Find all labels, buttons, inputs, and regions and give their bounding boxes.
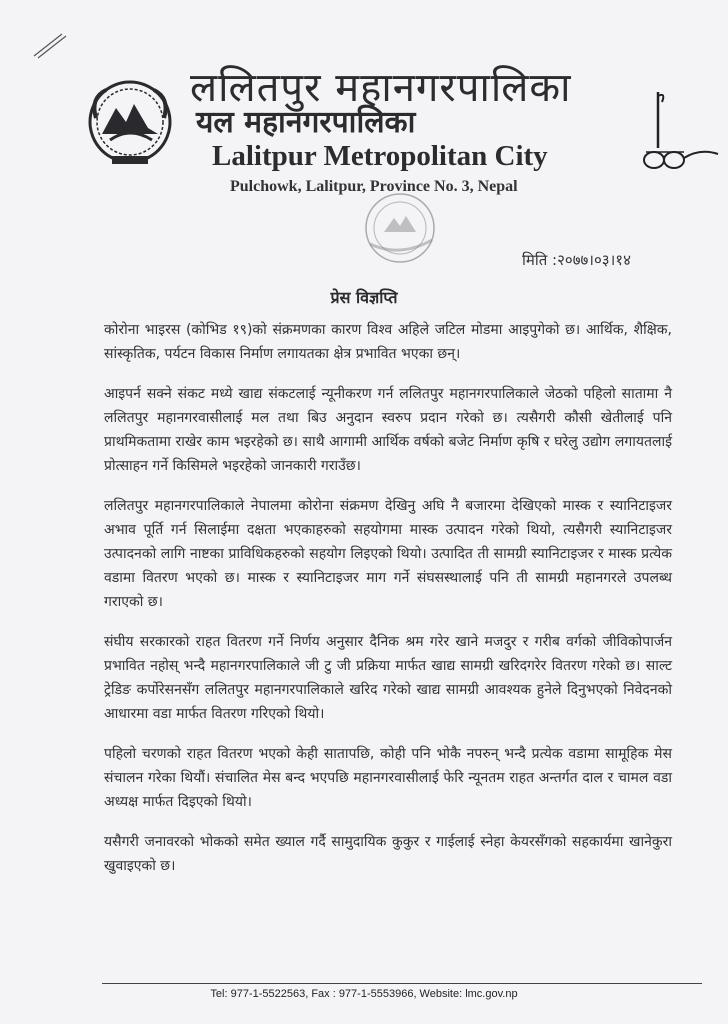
body-paragraph: कोरोना भाइरस (कोभिड १९)को संक्रमणका कारण विश्व अहिले जटिल मोडमा आइपुगेको छ। आर्थिक, शैक्षिक, सांस्कृतिक, पर्यटन विकास निर्माण लगायतका क्षेत्र प्रभावित भएका छन्। bbox=[104, 322, 672, 362]
body-paragraph: संघीय सरकारको राहत वितरण गर्ने निर्णय अनुसार दैनिक श्रम गरेर खाने मजदुर र गरीब वर्गको जीविकोपार्जन प्रभावित नहोस् भन्दै महानगरपालिकाले जी टु जी प्रक्रिया मार्फत खाद्य सामग्री खरिदगरेर वितरण गरेको छ। साल्ट ट्रेडिङ कर्पोरेसनसँग ललितपुर महानगरपालिकाले खरिद गरेको खाद्य सामग्री आवश्यक हुनेले दिनुभएको निवेदनको आधारमा वडा मार्फत वितरण गरिएको थियो। bbox=[104, 634, 672, 722]
municipal-emblem-icon bbox=[82, 78, 178, 170]
letterhead-title-newa: यल महानगरपालिका bbox=[196, 105, 416, 140]
body-paragraph: आइपर्न सक्ने संकट मध्ये खाद्य संकटलाई न्यूनीकरण गर्न ललितपुर महानगरपालिकाले जेठको पहिलो सातामा नै ललितपुर महानगरवासीलाई मल तथा बिउ अनुदान स्वरुप प्रदान गरेको छ। त्यसैगरी कौसी खेतीलाई पनि प्राथमिकतामा राखेर काम भइरहेको छ। साथै आगामी आर्थिक वर्षको बजेट निर्माण कृषि र घरेलु उद्योग लगायतलाई प्रोत्साहन गर्ने किसिमले भइरहेको जानकारी गराउँछ। bbox=[104, 386, 672, 474]
official-stamp-icon bbox=[340, 188, 460, 268]
body-paragraph: ललितपुर महानगरपालिकाले नेपालमा कोरोना संक्रमण देखिनु अघि नै बजारमा देखिएको मास्क र स्यानिटाइजर अभाव पूर्ति गर्न सिलाईमा दक्षता भएकाहरुको सहयोगमा मास्क उत्पादन गरेको थियो, त्यसैगरी स्यानिटाइजर उत्पादनको लागि नाष्टका प्राविधिकहरुको सहयोग लिइएको थियो। उत्पादित ती सामग्री स्यानिटाइजर र मास्क प्रत्येक वडामा वितरण भएको छ। मास्क र स्यानिटाइजर माग गर्ने संघसस्थालाई पनि ती सामग्री महानगरले उपलब्ध गराएको छ। bbox=[104, 498, 672, 610]
body-paragraph: यसैगरी जनावरको भोकको समेत ख्याल गर्दै सामुदायिक कुकुर र गाईलाई स्नेहा केयरसँगको सहकार्यमा खानेकुरा खुवाइएको छ। bbox=[104, 834, 672, 874]
document-date: मिति :२०७७।०३।१४ bbox=[522, 251, 631, 269]
signature-icon bbox=[640, 88, 720, 180]
letterhead-title-english: Lalitpur Metropolitan City bbox=[212, 140, 548, 172]
letterhead-title-nepali: ललितपुर महानगरपालिका bbox=[190, 65, 572, 111]
body-paragraph: पहिलो चरणको राहत वितरण भएको केही सातापछि, कोही पनि भोकै नपरुन् भन्दै प्रत्येक वडामा सामूहिक मेस संचालन गरेका थियौं। संचालित मेस बन्द भएपछि महानगरवासीलाई फेरि न्यूनतम राहत अन्तर्गत दाल र चामल वडा अध्यक्ष मार्फत दिइएको थियो। bbox=[104, 746, 672, 810]
letterhead-address: Pulchowk, Lalitpur, Province No. 3, Nepal bbox=[230, 178, 518, 195]
pen-mark-icon bbox=[30, 30, 70, 60]
footer-contact: Tel: 977-1-5522563, Fax : 977-1-5553966, Website: lmc.gov.np bbox=[210, 988, 518, 1000]
footer-divider bbox=[102, 983, 702, 984]
document-body bbox=[104, 318, 672, 894]
document-title: प्रेस विज्ञप्ति bbox=[330, 288, 398, 307]
